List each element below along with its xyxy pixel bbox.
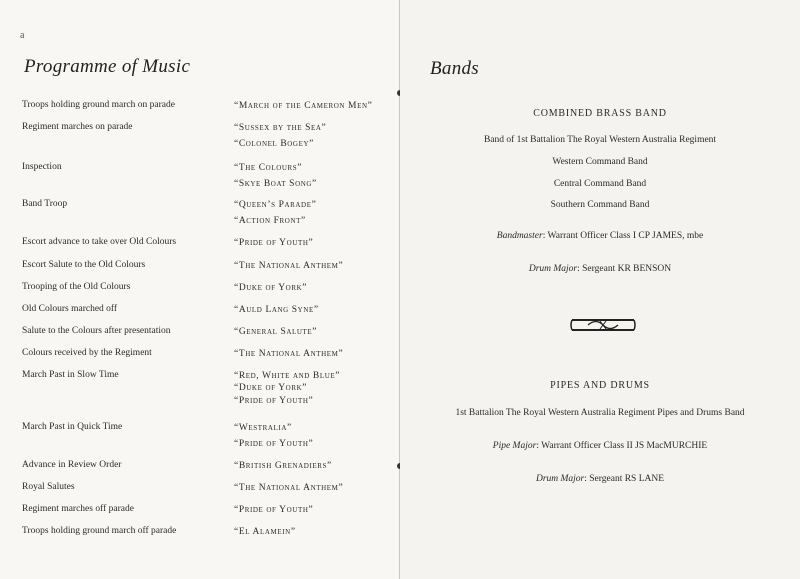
ornament-divider-icon xyxy=(570,318,636,332)
programme-tune: “The National Anthem” xyxy=(234,349,344,359)
programme-event: March Past in Slow Time xyxy=(22,370,119,380)
programme-event: Escort advance to take over Old Colours xyxy=(22,237,177,247)
programme-tune: “The National Anthem” xyxy=(234,261,344,271)
programme-event: Regiment marches on parade xyxy=(22,122,133,132)
corner-mark: a xyxy=(20,30,25,41)
pipes-drum-major-label: Drum Major xyxy=(535,474,585,484)
pipes-drum-major-value: : Sergeant RS LANE xyxy=(584,474,665,484)
programme-tune: “Duke of York” xyxy=(234,383,308,393)
programme-event: Royal Salutes xyxy=(22,482,75,492)
programme-event: Troops holding ground march off parade xyxy=(22,526,177,536)
brass-band-item: Band of 1st Battalion The Royal Western Australia Regiment xyxy=(483,135,717,145)
programme-tune: “El Alamein” xyxy=(234,527,296,537)
pipes-drums-heading: PIPES AND DRUMS xyxy=(550,380,650,391)
programme-event: Band Troop xyxy=(22,199,68,209)
drum-major-label: Drum Major xyxy=(528,264,578,274)
programme-tune: “Westralia” xyxy=(234,423,292,433)
programme-tune: “The Colours” xyxy=(234,163,303,173)
programme-tune: “Queen’s Parade” xyxy=(234,200,317,210)
pipes-band-name: 1st Battalion The Royal Western Australia Regiment Pipes and Drums Band xyxy=(455,408,745,418)
programme-tune: “March of the Cameron Men” xyxy=(234,101,373,111)
pipes-drum-major-line xyxy=(400,474,800,484)
programme-tune: “Sussex by the Sea” xyxy=(234,123,327,133)
programme-tune: “Pride of Youth” xyxy=(234,396,314,406)
bands-title: Bands xyxy=(430,58,479,79)
programme-tune: “General Salute” xyxy=(234,327,318,337)
programme-event: Old Colours marched off xyxy=(22,304,118,314)
brass-band-item: Southern Command Band xyxy=(550,200,650,210)
programme-tune: “Red, White and Blue” xyxy=(234,371,341,381)
programme-tune: “Auld Lang Syne” xyxy=(234,305,319,315)
programme-event: Regiment marches off parade xyxy=(22,504,134,514)
programme-event: Colours received by the Regiment xyxy=(22,348,152,358)
programme-tune: “Pride of Youth” xyxy=(234,439,314,449)
bandmaster-label: Bandmaster xyxy=(496,231,543,241)
programme-tune: “British Grenadiers” xyxy=(234,461,332,471)
programme-event: Escort Salute to the Old Colours xyxy=(22,260,146,270)
programme-event: Advance in Review Order xyxy=(22,460,122,470)
programme-tune: “Action Front” xyxy=(234,216,306,226)
brass-band-heading: COMBINED BRASS BAND xyxy=(533,108,667,119)
programme-tune: “Skye Boat Song” xyxy=(234,179,317,189)
programme-event: Inspection xyxy=(22,162,62,172)
pipe-major-value: : Warrant Officer Class II JS MacMURCHIE xyxy=(536,441,708,451)
bandmaster-value: : Warrant Officer Class I CP JAMES, mbe xyxy=(542,231,704,241)
brass-band-item: Central Command Band xyxy=(553,179,647,189)
programme-event: March Past in Quick Time xyxy=(22,422,123,432)
drum-major-value: : Sergeant KR BENSON xyxy=(577,264,672,274)
pipe-major-line xyxy=(400,441,800,451)
right-page xyxy=(400,0,800,579)
brass-drum-major-line xyxy=(400,264,800,274)
brass-band-item: Western Command Band xyxy=(552,157,648,167)
programme-title: Programme of Music xyxy=(24,56,191,77)
programme-tune: “Pride of Youth” xyxy=(234,238,314,248)
programme-tune: “Duke of York” xyxy=(234,283,308,293)
programme-event: Troops holding ground march on parade xyxy=(22,100,175,110)
programme-event: Trooping of the Old Colours xyxy=(22,282,131,292)
programme-tune: “Colonel Bogey” xyxy=(234,139,314,149)
pipe-major-label: Pipe Major xyxy=(492,441,537,451)
bandmaster-line xyxy=(400,231,800,241)
programme-tune: “The National Anthem” xyxy=(234,483,344,493)
programme-tune: “Pride of Youth” xyxy=(234,505,314,515)
programme-event: Salute to the Colours after presentation xyxy=(22,326,171,336)
